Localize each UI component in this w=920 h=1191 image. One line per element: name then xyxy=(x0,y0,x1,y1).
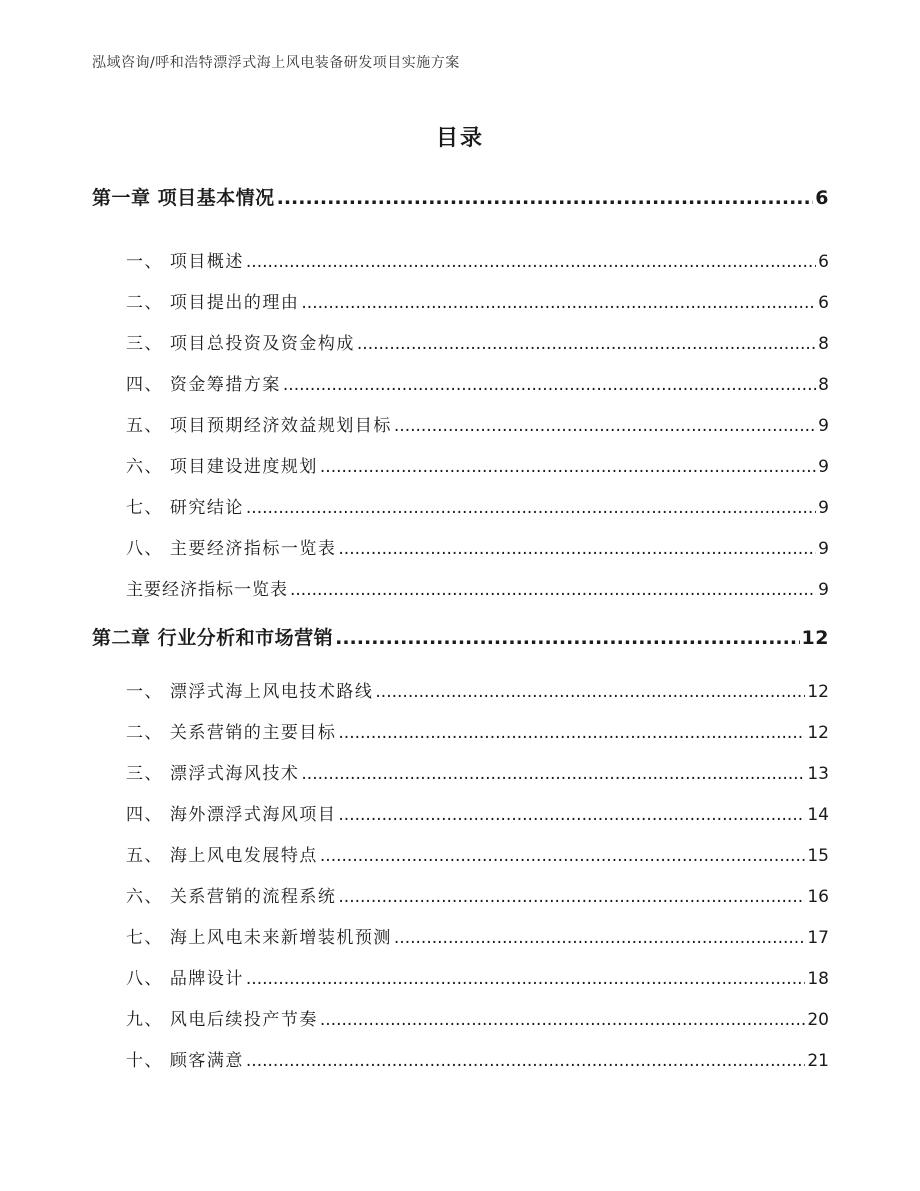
toc-page-number: 6 xyxy=(815,187,829,209)
toc-leader-dots xyxy=(338,805,805,825)
toc-leader-dots xyxy=(320,457,816,477)
toc-leader-dots xyxy=(290,580,816,600)
toc-entry[interactable] xyxy=(126,964,829,989)
toc-page-number: 9 xyxy=(818,539,829,559)
toc-leader-dots xyxy=(338,723,805,743)
toc-entry-label: 一、 漂浮式海上风电技术路线 xyxy=(126,682,374,702)
toc-leader-dots xyxy=(375,682,805,702)
toc-leader-dots xyxy=(320,846,805,866)
toc-page-number: 8 xyxy=(818,334,829,354)
toc-page-number: 9 xyxy=(818,498,829,518)
toc-entry-label: 十、 顾客满意 xyxy=(126,1051,244,1071)
toc-leader-dots xyxy=(246,252,816,272)
toc-entry[interactable] xyxy=(126,759,829,784)
toc-leader-dots xyxy=(277,187,814,209)
toc-leader-dots xyxy=(320,1010,805,1030)
toc-entry-label: 一、 项目概述 xyxy=(126,252,244,272)
toc-leader-dots xyxy=(246,1051,805,1071)
toc-entry[interactable] xyxy=(126,923,829,948)
toc-page-number: 6 xyxy=(818,293,829,313)
toc-leader-dots xyxy=(301,764,805,784)
toc-entry[interactable] xyxy=(126,882,829,907)
toc-entry[interactable] xyxy=(126,534,829,559)
toc-leader-dots xyxy=(246,969,805,989)
toc-leader-dots xyxy=(357,334,816,354)
toc-page-number: 20 xyxy=(807,1010,829,1030)
toc-entry-label: 四、 海外漂浮式海风项目 xyxy=(126,805,337,825)
toc-entry-label: 六、 关系营销的流程系统 xyxy=(126,887,337,907)
toc-page-number: 13 xyxy=(807,764,829,784)
toc-leader-dots xyxy=(338,887,805,907)
toc-entry-label: 四、 资金筹措方案 xyxy=(126,375,281,395)
page-header: 泓域咨询/呼和浩特漂浮式海上风电装备研发项目实施方案 xyxy=(92,55,460,71)
toc-page-number: 8 xyxy=(818,375,829,395)
toc-page-number: 16 xyxy=(807,887,829,907)
toc-entry[interactable] xyxy=(126,1005,829,1030)
toc-entry-label: 主要经济指标一览表 xyxy=(126,580,288,600)
toc-page-number: 12 xyxy=(807,682,829,702)
toc-leader-dots xyxy=(283,375,816,395)
toc-page-number: 17 xyxy=(807,928,829,948)
toc-page-number: 21 xyxy=(807,1051,829,1071)
toc-page-number: 9 xyxy=(818,457,829,477)
toc-entry-label: 八、 品牌设计 xyxy=(126,969,244,989)
toc-entry-label: 八、 主要经济指标一览表 xyxy=(126,539,337,559)
toc-leader-dots xyxy=(338,539,816,559)
toc-entry[interactable] xyxy=(126,288,829,313)
toc-entry[interactable] xyxy=(126,841,829,866)
toc-page-number: 15 xyxy=(807,846,829,866)
toc-entry[interactable] xyxy=(126,329,829,354)
toc-page-number: 12 xyxy=(801,627,829,649)
toc-chapter-label: 第一章 项目基本情况 xyxy=(92,187,275,209)
toc-entry-label: 五、 项目预期经济效益规划目标 xyxy=(126,416,392,436)
toc-entry[interactable] xyxy=(126,800,829,825)
toc-entry-label: 七、 研究结论 xyxy=(126,498,244,518)
toc-entry-label: 三、 漂浮式海风技术 xyxy=(126,764,300,784)
toc-page-number: 9 xyxy=(818,416,829,436)
toc-entry[interactable] xyxy=(126,677,829,702)
toc-leader-dots xyxy=(394,928,805,948)
toc-page-number: 6 xyxy=(818,252,829,272)
toc-entry[interactable] xyxy=(126,718,829,743)
toc-entry-label: 七、 海上风电未来新增装机预测 xyxy=(126,928,392,948)
toc-entry[interactable] xyxy=(126,575,829,600)
toc-entry-label: 六、 项目建设进度规划 xyxy=(126,457,318,477)
toc-leader-dots xyxy=(394,416,816,436)
toc-leader-dots xyxy=(301,293,816,313)
toc-entry-label: 五、 海上风电发展特点 xyxy=(126,846,318,866)
toc-entry-label: 二、 关系营销的主要目标 xyxy=(126,723,337,743)
toc-page-number: 14 xyxy=(807,805,829,825)
toc-entry[interactable] xyxy=(126,411,829,436)
toc-chapter-label: 第二章 行业分析和市场营销 xyxy=(92,627,334,649)
toc-chapter-1[interactable] xyxy=(92,183,829,210)
toc-chapter-2[interactable] xyxy=(92,623,829,650)
toc-entry-label: 九、 风电后续投产节奏 xyxy=(126,1010,318,1030)
toc-entry[interactable] xyxy=(126,493,829,518)
toc-page-number: 12 xyxy=(807,723,829,743)
toc-leader-dots xyxy=(246,498,816,518)
toc-page-number: 18 xyxy=(807,969,829,989)
toc-entry-label: 二、 项目提出的理由 xyxy=(126,293,300,313)
toc-entry[interactable] xyxy=(126,247,829,272)
page-title: 目录 xyxy=(435,126,484,151)
toc-page-number: 9 xyxy=(818,580,829,600)
toc-entry[interactable] xyxy=(126,1046,829,1071)
toc-entry-label: 三、 项目总投资及资金构成 xyxy=(126,334,355,354)
toc-entry[interactable] xyxy=(126,370,829,395)
toc-entry[interactable] xyxy=(126,452,829,477)
toc-leader-dots xyxy=(335,627,799,649)
